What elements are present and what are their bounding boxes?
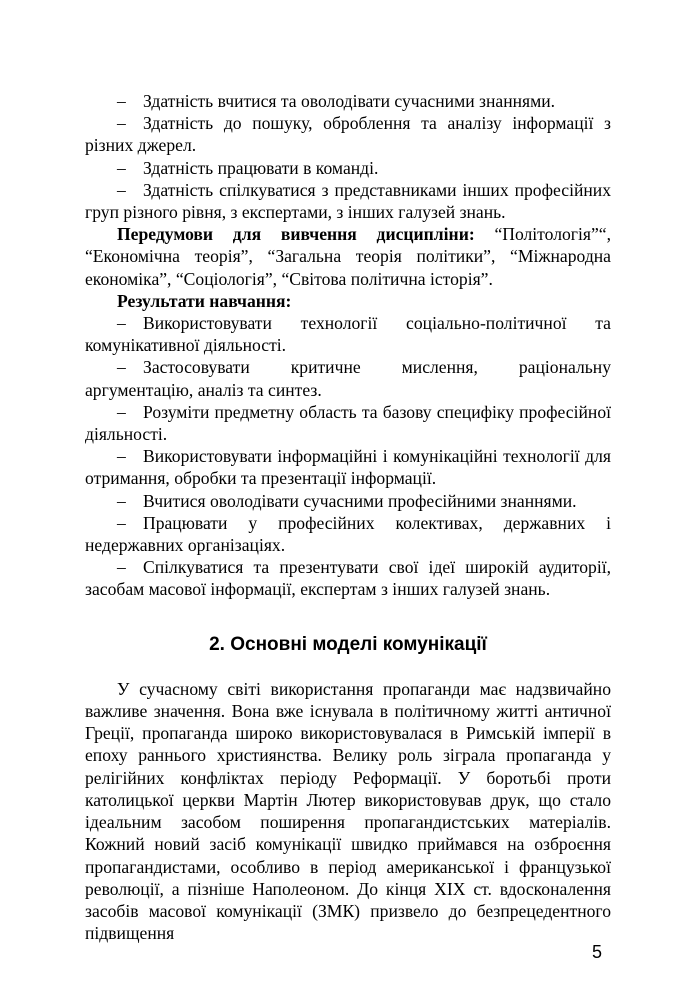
list-item: – Здатність до пошуку, оброблення та аналізу інформації з різних джерел.: [85, 112, 611, 156]
page-body: [85, 90, 611, 944]
list-item: – Здатність працювати в команді.: [85, 157, 611, 179]
page-number: 5: [592, 942, 603, 962]
prerequisites-text: “Політологія”“, “Економічна теорія”, “Загальна теорія політики”, “Міжнародна економіка”, “Соціологія”, “Світова політична історія”.: [85, 224, 611, 289]
list-item: – Здатність вчитися та оволодівати сучасними знаннями.: [85, 90, 611, 112]
list-item: – Використовувати інформаційні і комунікаційні технології для отримання, обробки та презентації інформації.: [85, 445, 611, 489]
body-paragraph: У сучасному світі використання пропаганди має надзвичайно важливе значення. Вона вже існувала в політичному житті античної Греції, пропаганда широко використовувалася в Римській імперії в епоху раннього християнства. Велику роль зіграла пропаганда у релігійних конфліктах періоду Реформації. У боротьбі проти католицької церкви Мартін Лютер використовував друк, що стало ідеальним засобом поширення пропагандистських матеріалів. Кожний новий засіб комунікації швидко приймався на озброєння пропагандистами, особливо в період американської і французької революції, а пізніше Наполеоном. До кінця XIX ст. вдосконалення засобів масової комунікації (ЗМК) призвело до безпрецедентного підвищення: [85, 678, 611, 944]
list-item: – Вчитися оволодівати сучасними професійними знаннями.: [85, 490, 611, 512]
prerequisites-label: Передумови для вивчення дисципліни:: [117, 224, 475, 245]
list-item: – Здатність спілкуватися з представниками інших професійних груп різного рівня, з експертами, з інших галузей знань.: [85, 179, 611, 223]
results-heading: Результати навчання:: [117, 290, 292, 311]
list-item: – Працювати у професійних колективах, державних і недержавних організаціях.: [85, 512, 611, 556]
list-item: – Використовувати технології соціально-політичної та комунікативної діяльності.: [85, 312, 611, 356]
section-title: 2. Основні моделі комунікації: [209, 633, 487, 655]
list-item: – Застосовувати критичне мислення, раціональну аргументацію, аналіз та синтез.: [85, 356, 611, 400]
list-item: – Розуміти предметну область та базову специфіку професійної діяльності.: [85, 401, 611, 445]
prerequisites-paragraph: [85, 223, 611, 290]
list-item: – Спілкуватися та презентувати свої ідеї широкій аудиторії, засобам масової інформації, експертам з інших галузей знань.: [85, 556, 611, 600]
